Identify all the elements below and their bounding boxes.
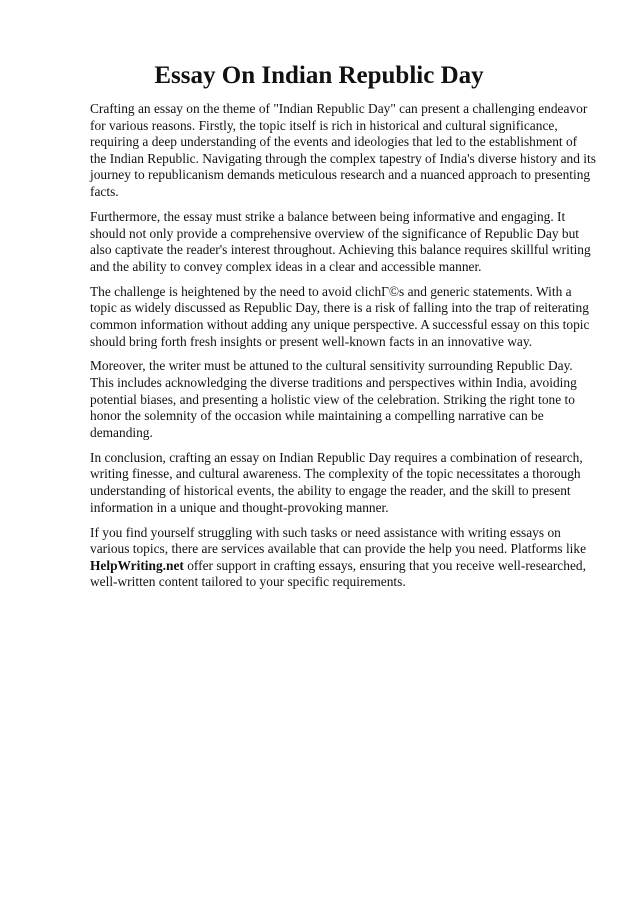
paragraph-5: In conclusion, crafting an essay on Indian Republic Day requires a combination of research, writing finesse, and cultural awareness. The complexity of the topic necessitates a thorough understanding of historical events, the ability to engage the reader, and the skill to present information in a unique and thought-provoking manner.: [90, 449, 583, 515]
closing-text-before: If you find yourself struggling with such tasks or need assistance with writing essays on various topics, there are services available that can provide the help you need. Platforms like: [90, 524, 587, 557]
paragraph-4: Moreover, the writer must be attuned to the cultural sensitivity surrounding Republic Day. This includes acknowledging the diverse traditions and perspectives within India, avoiding potential biases, and presenting a holistic view of the celebration. Striking the right tone to honor the solemnity of the occasion while maintaining a compelling narrative can be demanding.: [90, 358, 577, 440]
essay-body: [90, 101, 596, 599]
brand-link[interactable]: HelpWriting.net: [90, 557, 184, 573]
paragraph-1: Crafting an essay on the theme of "Indian Republic Day" can present a challenging endeavor for various reasons. Firstly, the topic itself is rich in historical and cultural significance, requiring a deep understanding of the events and ideologies that led to the establishment of the Indian Republic. Navigating through the complex tapestry of India's diverse history and its journey to republicanism demands meticulous research and a nuanced approach to presenting facts.: [90, 101, 596, 199]
paragraph-3: The challenge is heightened by the need to avoid clichГ©s and generic statements. With a topic as widely discussed as Republic Day, there is a risk of falling into the trap of reiterating common information without adding any unique perspective. A successful essay on this topic should bring forth fresh insights or present well-known facts in an innovative way.: [90, 283, 590, 349]
closing-paragraph: [90, 525, 596, 591]
closing-text-after: offer support in crafting essays, ensuring that you receive well-researched, well-written content tailored to your specific requirements.: [90, 557, 586, 590]
page-title: Essay On Indian Republic Day: [154, 62, 484, 89]
paragraph-2: Furthermore, the essay must strike a balance between being informative and engaging. It should not only provide a comprehensive overview of the significance of Republic Day but also captivate the reader's interest throughout. Achieving this balance requires skillful writing and the ability to convey complex ideas in a clear and accessible manner.: [90, 208, 591, 274]
